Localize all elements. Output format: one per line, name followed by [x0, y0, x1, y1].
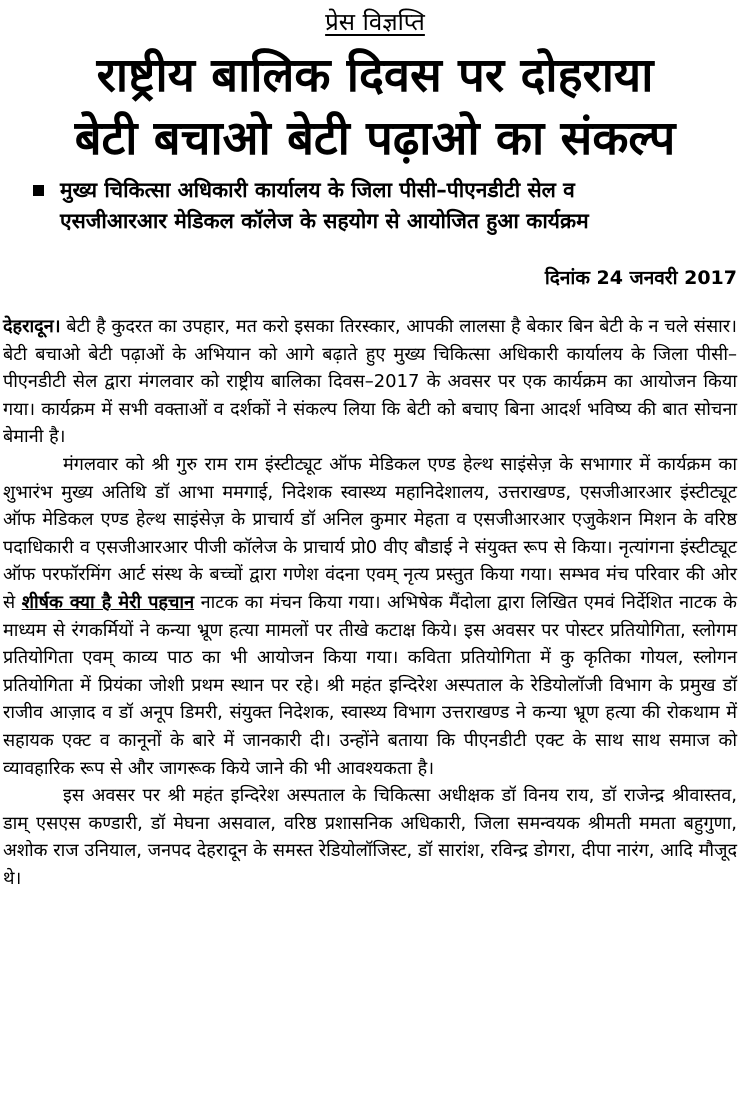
headline-line-2: बेटी बचाओ बेटी पढ़ाओ का संकल्प [74, 111, 676, 166]
subheading-line-2: एसजीआरआर मेडिकल कॉलेज के सहयोग से आयोजित हुआ कार्यक्रम [60, 209, 589, 233]
paragraph-2-text-a: मंगलवार को श्री गुरु राम राम इंस्टीट्यूट ऑफ मेडिकल एण्ड हेल्थ साइंसेज़ के सभागार में कार्यक्रम का शुभारंभ मुख्य अतिथि डॉ आभा ममगाई, निदेशक स्वास्थ्य महानिदेशालय, उत्तराखण्ड, एसजीआरआर इंस्टीट्यूट ऑफ मेडिकल एण्ड हेल्थ साइंसेज़ के प्राचार्य डॉ अनिल कुमार मेहता व एसजीआरआर एजुकेशन मिशन के वरिष्ठ पदाधिकारी व एसजीआरआर पीजी कॉलेज के प्राचार्य प्रो0 वीए बौडाई ने संयुक्त रूप से किया। नृत्यांगना इंस्टीट्यूट ऑफ परफॉरमिंग आर्ट संस्थ के बच्चों द्वारा गणेश वंदना एवम् नृत्य प्रस्तुत किया गया। सम्भव मंच परिवार की ओर से [3, 453, 737, 613]
release-date: दिनांक 24 जनवरी 2017 [544, 267, 737, 289]
play-title: शीर्षक क्या है मेरी पहचान [21, 591, 195, 613]
article-body [3, 313, 737, 892]
dateline-place: देहरादून। [3, 316, 61, 337]
headline-line-1: राष्ट्रीय बालिक दिवस पर दोहराया [96, 48, 654, 103]
paragraph-3-text: इस अवसर पर श्री महंत इन्दिरेश अस्पताल के चिकित्सा अधीक्षक डॉ विनय राय, डॉ राजेन्द्र श्रीवास्तव, डाम् एसएस कण्डारी, डॉ मेघना असवाल, वरिष्ठ प्रशासनिक अधिकारी, जिला समन्वयक श्रीमती ममता बहुगुणा, अशोक राज उनियाल, जनपद देहरादून के समस्त रेडियोलॉजिस्ट, डॉ सारांश, रविन्द्र डोगरा, दीपा नारंग, आदि मौजूद थे। [3, 785, 738, 889]
square-bullet-icon [33, 185, 44, 196]
paragraph-2-text-b: नाटक का मंचन किया गया। अभिषेक मैंदोला द्वारा लिखित एमवं निर्देशित नाटक के माध्यम से रंगकर्मियों ने कन्या भ्रूण हत्या मामलों पर तीखे कटाक्ष किये। इस अवसर पर पोस्टर प्रतियोगिता, स्लोगम प्रतियोगिता एवम् काव्य पाठ का भी आयोजन किया गया। कविता प्रतियोगिता में कु कृतिका गोयल, स्लोगन प्रतियोगिता में प्रियंका जोशी प्रथम स्थान पर रहे। श्री महंत इन्दिरेश अस्पताल के रेडियोलॉजी विभाग के प्रमुख डॉ राजीव आज़ाद व डॉ अनूप डिमरी, संयुक्त निदेशक, स्वास्थ्य विभाग उत्तराखण्ड ने कन्या भ्रूण हत्या की रोकथाम में सहायक एक्ट व कानूनों के बारे में जानकारी दी। उन्होंने बताया कि पीएनडीटी एक्ट के साथ साथ समाज को व्यावहारिक रूप से और जागरूक किये जाने की भी आवश्यकता है। [3, 591, 737, 779]
kicker-text: प्रेस विज्ञप्ति [325, 8, 425, 36]
paragraph-1 [3, 313, 737, 451]
subheading-line-1: मुख्य चिकित्सा अधिकारी कार्यालय के जिला पीसी–पीएनडीटी सेल व [60, 178, 575, 202]
paragraph-3 [3, 782, 737, 892]
headline [0, 44, 750, 170]
paragraph-2 [3, 451, 737, 782]
press-release-kicker [0, 6, 750, 38]
paragraph-1-text: बेटी है कुदरत का उपहार, मत करो इसका तिरस्कार, आपकी लालसा है बेकार बिन बेटी के न चले संसार। बेटी बचाओ बेटी पढ़ाओं के अभियान को आगे बढ़ाते हुए मुख्य चिकित्सा अधिकारी कार्यालय के जिला पीसी–पीएनडीटी सेल द्वारा मंगलवार को राष्ट्रीय बालिका दिवस–2017 के अवसर पर एक कार्यक्रम का आयोजन किया गया। कार्यक्रम में सभी वक्ताओं व दर्शकों ने संकल्प लिया कि बेटी को बचाए बिना आदर्श भविष्य की बात सोचना बेमानी है। [3, 316, 737, 448]
